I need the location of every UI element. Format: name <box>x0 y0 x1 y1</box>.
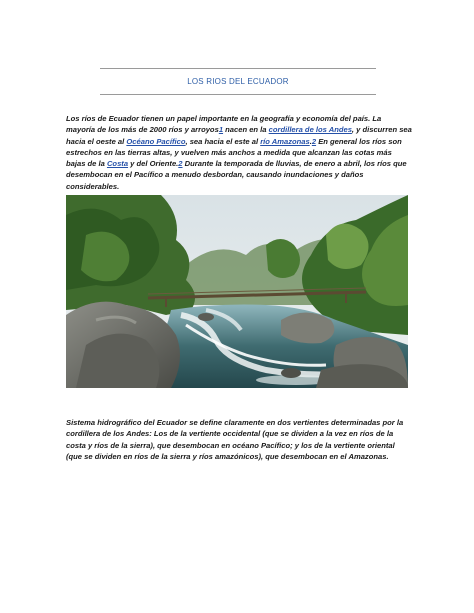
text-segment: Durante la temporada de lluvias, de enero a abril, los ríos que desembocan en el Pacífico a menudo desbordan, causando inundaciones y daños considerables. <box>66 159 407 191</box>
footnote-link-2[interactable]: 2 <box>311 136 317 146</box>
text-segment: , sea hacia el este al <box>185 136 261 146</box>
hydrographic-paragraph: Sistema hidrográfico del Ecuador se define claramente en dos vertientes determinadas por la cordillera de los Andes: Los de la vertiente occidental (que se dividen a la vez en ríos de la costa y ríos de la sierra), que desembocan en océano Pacífico; y los de la vertiente oriental (que se dividen en ríos de la sierra y ríos amazónicos), que desembocan en el Amazonas. <box>66 418 404 461</box>
river-photo <box>66 195 408 388</box>
footnote-link-1[interactable]: 1 <box>218 125 224 135</box>
text-segment: En general los ríos son estrechos en las tierras altas, y vuelven más anchos a medida que alcanzan las cotas más bajas de la <box>66 136 402 169</box>
link-oceano-pacifico[interactable]: Océano Pacífico <box>126 136 186 146</box>
text-segment: nacen en la <box>223 125 269 135</box>
top-divider <box>100 68 376 69</box>
link-cordillera-andes[interactable]: cordillera de los Andes <box>268 125 352 135</box>
footnote-link-3[interactable]: 2 <box>178 159 183 169</box>
text-segment: . <box>309 136 312 146</box>
text-segment: Los ríos de Ecuador tienen un papel importante en la geografía y economía del país. La mayoría de los más de 2000 ríos y arroyos <box>66 114 382 135</box>
link-rio-amazonas[interactable]: río Amazonas <box>260 136 310 146</box>
bottom-divider <box>100 94 376 95</box>
text-segment: , y discurren sea hacia el oeste al <box>66 125 412 146</box>
text-segment: y del Oriente. <box>128 159 179 169</box>
intro-paragraph <box>66 113 412 192</box>
link-costa[interactable]: Costa <box>106 159 129 169</box>
document-title: LOS RIOS DEL ECUADOR <box>187 77 289 86</box>
